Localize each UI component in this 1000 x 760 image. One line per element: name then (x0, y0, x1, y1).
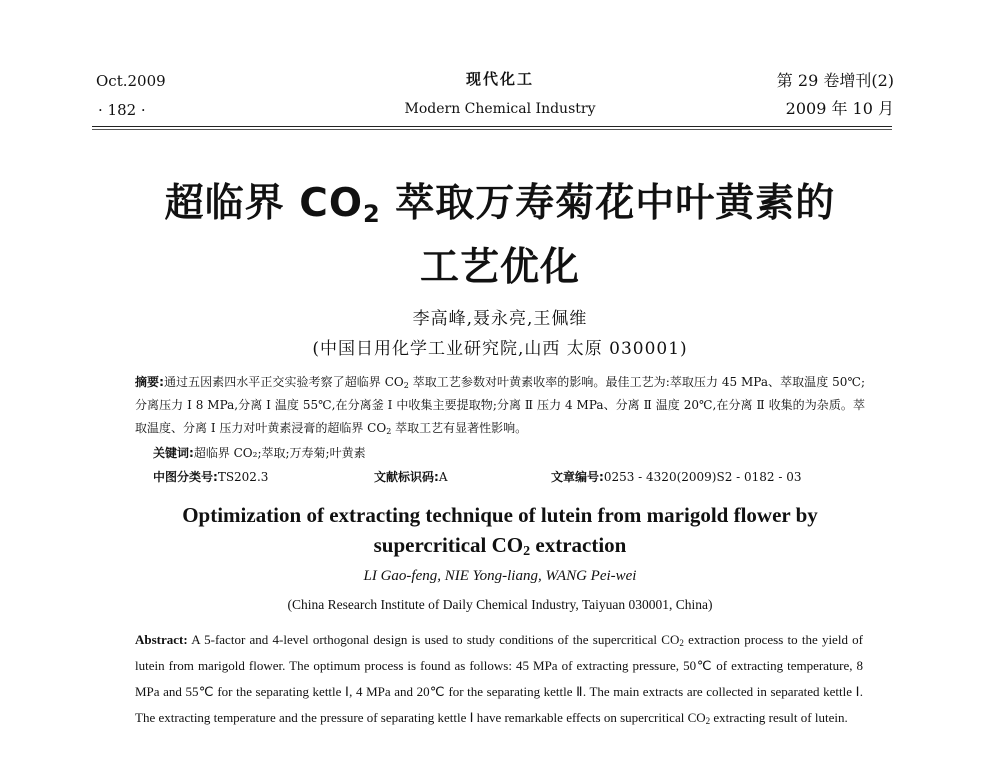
clc-number: 中图分类号:TS202.3 (153, 470, 269, 484)
header-volume: 第 29 卷增刊(2) (776, 71, 894, 90)
abstract-en-label: Abstract: (135, 632, 188, 647)
header-date-en: Oct.2009 (96, 72, 166, 90)
authors-en: LI Gao-feng, NIE Yong-liang, WANG Pei-wei (363, 568, 637, 584)
header-rule-thin (92, 129, 892, 130)
header-date-cn: 2009 年 10 月 (785, 99, 894, 118)
keywords-cn: 关键词:超临界 CO₂;萃取;万寿菊;叶黄素 (153, 446, 366, 460)
affiliation-cn: (中国日用化学工业研究院,山西 太原 030001) (312, 339, 688, 359)
article-number: 文章编号:0253 - 4320(2009)S2 - 0182 - 03 (551, 470, 802, 484)
authors-cn: 李高峰,聂永亮,王佩维 (412, 309, 588, 329)
header-journal-en: Modern Chemical Industry (404, 101, 596, 117)
title-cn-line2: 工艺优化 (419, 245, 580, 290)
title-cn-line1: 超临界 $CO_2$ 萃取万寿菊花中叶黄素的 (164, 181, 836, 228)
abstract-en: Abstract: A 5-factor and 4-level orthogonal design is used to study conditions of the supercritical $CO_2$ extraction process to the yield of lutein from marigold flower. The optimum process is found as follows: 45 MPa of extracting pressure, 50℃ of extracting temperature, 8 MPa and 55℃ for the separating kettle Ⅰ, 4 MPa and 20℃ for the separating kettle Ⅱ. The main extracts are collected in separated kettle Ⅰ. The extracting temperature and the pressure of separating kettle Ⅰ have remarkable effects on supercritical $CO_2$ extracting result of lutein. (135, 632, 863, 726)
header-journal-cn: 现代化工 (465, 70, 534, 88)
title-en-line2: supercritical $CO_2$ extraction (373, 533, 627, 559)
abstract-cn-label: 摘要: (135, 375, 164, 389)
header-rule (92, 126, 892, 127)
abstract-cn: 摘要:通过五因素四水平正交实验考察了超临界 $CO_2$ 萃取工艺参数对叶黄素收率的影响。最佳工艺为:萃取压力 45 MPa、萃取温度 50℃;分离压力 Ⅰ 8 MPa,分离 Ⅰ 温度 55℃,在分离釜 Ⅰ 中收集主要提取物;分离 Ⅱ 压力 4 MPa、分离 Ⅱ 温度 20℃,在分离 Ⅱ 收集的为杂质。萃取温度、分离 Ⅰ 压力对叶黄素浸膏的超临界 $CO_2$ 萃取工艺有显著性影响。 (135, 375, 865, 436)
affiliation-en: (China Research Institute of Daily Chemical Industry, Taiyuan 030001, China) (287, 597, 713, 612)
title-en-line1: Optimization of extracting technique of lutein from marigold flower by (182, 503, 818, 527)
document-code: 文献标识码:A (374, 470, 448, 484)
header-page-number: · 182 · (98, 101, 146, 119)
